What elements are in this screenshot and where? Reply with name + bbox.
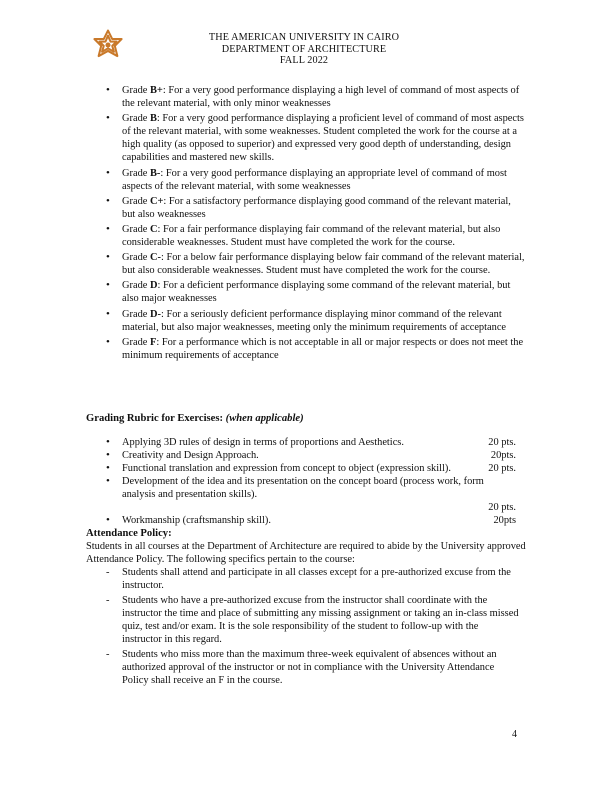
attendance-intro: Students in all courses at the Department of Architecture are required to abide by the University approved Attendance Policy. The following specifics pertain to the course: bbox=[86, 541, 526, 565]
list-item: • Grade D-: For a seriously deficient performance displaying minor command of the relevant material, but also major weaknesses, meeting only the minimum requirements of acceptance bbox=[106, 308, 526, 334]
list-item: • Grade B+: For a very good performance displaying a high level of command of most aspects of the relevant material, with only minor weaknesses bbox=[106, 84, 526, 110]
list-item: • Applying 3D rules of design in terms of proportions and Aesthetics. 20 pts. bbox=[106, 436, 516, 449]
list-item: • Grade B-: For a very good performance displaying an appropriate level of command of most aspects of the relevant material, with some weaknesses bbox=[106, 167, 526, 193]
page-header bbox=[0, 32, 608, 67]
rubric-list bbox=[106, 436, 516, 527]
list-item: • Grade D: For a deficient performance displaying some command of the relevant material, but also major weaknesses bbox=[106, 279, 526, 305]
header-university: THE AMERICAN UNIVERSITY IN CAIRO bbox=[208, 32, 400, 43]
grade-definitions-list bbox=[106, 84, 526, 364]
list-item: • Grade B: For a very good performance displaying a proficient level of command of most aspects of the relevant material, with some weaknesses. Student completed the work for the course at a high quality (as opposed to superior) and expressed very good depth of understanding, design capabilities and mastered new skills. bbox=[106, 112, 526, 164]
attendance-heading: Attendance Policy: bbox=[86, 528, 172, 539]
list-item: • Workmanship (craftsmanship skill). 20pts bbox=[106, 514, 516, 527]
list-item: • Functional translation and expression from concept to object (expression skill). 20 pts. bbox=[106, 462, 516, 475]
header-department: DEPARTMENT OF ARCHITECTURE bbox=[221, 43, 387, 55]
rubric-heading: Grading Rubric for Exercises: (when applicable) bbox=[86, 413, 304, 424]
list-item: • Grade C+: For a satisfactory performance displaying good command of the relevant material, but also weaknesses bbox=[106, 195, 526, 221]
list-item: - Students shall attend and participate in all classes except for a pre-authorized excuse from the instructor. bbox=[106, 566, 520, 592]
header-term: FALL 2022 bbox=[279, 55, 329, 66]
list-item: • Creativity and Design Approach. 20pts. bbox=[106, 449, 516, 462]
page-number: 4 bbox=[512, 729, 517, 740]
list-item: • Grade F: For a performance which is not acceptable in all or major respects or does not meet the minimum requirements of acceptance bbox=[106, 336, 526, 362]
list-item: - Students who have a pre-authorized excuse from the instructor shall coordinate with the instructor the time and place of submitting any missing assignment or taking an in-class missed quiz, test and/or exam. It is the sole responsibility of the student to follow-up with the instructor in this regard. bbox=[106, 594, 520, 646]
list-item: • Development of the idea and its presentation on the concept board (process work, form analysis and presentation skills). 20 pts. bbox=[106, 475, 516, 514]
attendance-list bbox=[106, 566, 520, 689]
list-item: • Grade C-: For a below fair performance displaying below fair command of the relevant material, but also considerable weaknesses. Student must have completed the work for the course. bbox=[106, 251, 526, 277]
list-item: • Grade C: For a fair performance displaying fair command of the relevant material, but also considerable weaknesses. Student must have completed the work for the course. bbox=[106, 223, 526, 249]
list-item: - Students who miss more than the maximum three-week equivalent of absences without an authorized approval of the instructor or not in compliance with the University Attendance Policy shall receive an F in the course. bbox=[106, 648, 520, 687]
